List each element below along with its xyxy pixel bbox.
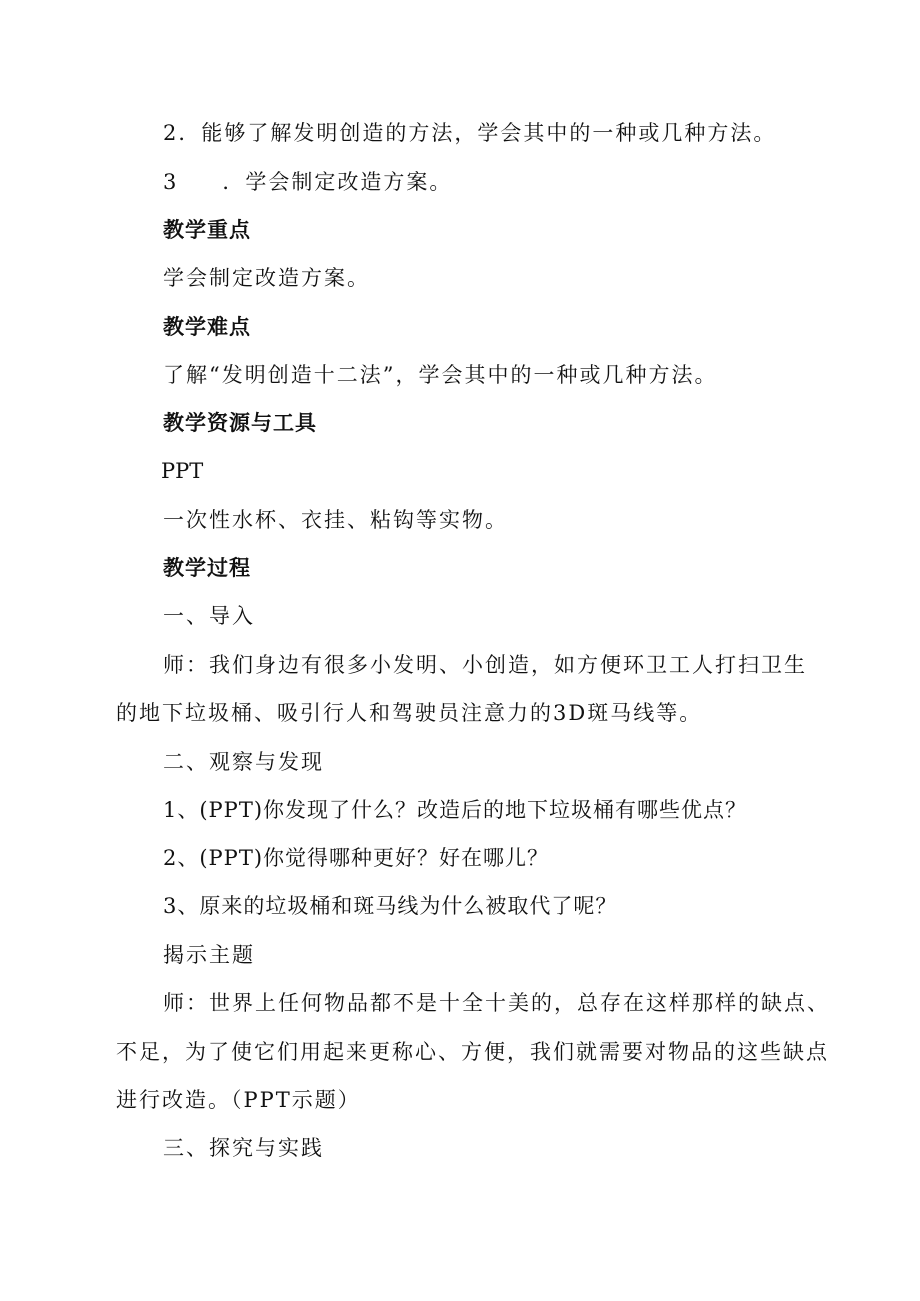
objective-2: 2．能够了解发明创造的方法，学会其中的一种或几种方法。 xyxy=(163,121,777,145)
key-points-text: 学会制定改造方案。 xyxy=(163,266,370,290)
difficulties-heading: 教学难点 xyxy=(163,315,251,339)
question-1: 1、(PPT)你发现了什么？改造后的地下垃圾桶有哪些优点？ xyxy=(163,798,748,822)
resources-heading: 教学资源与工具 xyxy=(163,411,317,435)
section-3-title: 三、探究与实践 xyxy=(163,1136,324,1160)
difficulties-text: 了解“发明创造十二法”，学会其中的一种或几种方法。 xyxy=(163,363,718,387)
objective-3-text: ．学会制定改造方案。 xyxy=(222,170,453,194)
key-points-heading: 教学重点 xyxy=(163,218,251,242)
objective-3 xyxy=(163,167,452,197)
question-3: 3、原来的垃圾桶和斑马线为什么被取代了呢？ xyxy=(163,894,618,918)
reveal-paragraph-line-1: 师：世界上任何物品都不是十全十美的，总存在这样那样的缺点、 xyxy=(163,991,830,1015)
process-heading: 教学过程 xyxy=(163,556,251,580)
section-2-title: 二、观察与发现 xyxy=(163,750,324,774)
intro-paragraph-line-1: 师：我们身边有很多小发明、小创造，如方便环卫工人打扫卫生 xyxy=(163,653,807,677)
question-2: 2、(PPT)你觉得哪种更好？好在哪儿？ xyxy=(163,846,550,870)
reveal-title: 揭示主题 xyxy=(163,943,255,967)
reveal-paragraph-line-2: 不足，为了使它们用起来更称心、方便，我们就需要对物品的这些缺点 xyxy=(116,1040,829,1064)
reveal-paragraph-line-3: 进行改造。（PPT示题） xyxy=(116,1088,361,1112)
objective-3-number: 3 xyxy=(163,170,179,194)
intro-paragraph-line-2: 的地下垃圾桶、吸引行人和驾驶员注意力的3D斑马线等。 xyxy=(116,701,703,725)
section-1-title: 一、导入 xyxy=(163,604,255,628)
resources-item-objects: 一次性水杯、衣挂、粘钩等实物。 xyxy=(163,508,508,532)
resources-item-ppt: PPT xyxy=(161,459,204,483)
